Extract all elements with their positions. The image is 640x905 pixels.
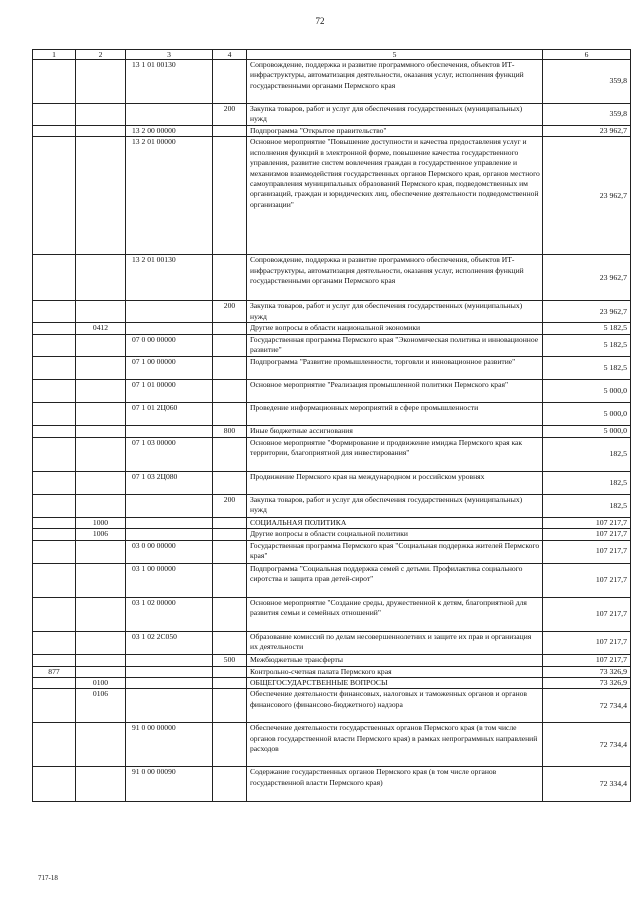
cell-c1 bbox=[33, 255, 76, 301]
table-row bbox=[33, 631, 631, 654]
cell-c1 bbox=[33, 678, 76, 689]
cell-c2 bbox=[76, 540, 126, 563]
cell-c3 bbox=[126, 517, 213, 528]
cell-c6: 5 000,0 bbox=[543, 402, 631, 425]
cell-c3 bbox=[126, 323, 213, 334]
cell-c6: 107 217,7 bbox=[543, 563, 631, 597]
cell-c3: 07 1 01 00000 bbox=[126, 379, 213, 402]
cell-c2: 1006 bbox=[76, 529, 126, 540]
cell-c4: 200 bbox=[213, 301, 247, 323]
header-col-6: 6 bbox=[543, 50, 631, 60]
cell-c5: Основное мероприятие "Реализация промышленной политики Пермского края" bbox=[247, 379, 543, 402]
cell-c1 bbox=[33, 437, 76, 471]
cell-c3: 03 1 02 00000 bbox=[126, 597, 213, 631]
cell-c3 bbox=[126, 529, 213, 540]
cell-c2 bbox=[76, 334, 126, 356]
cell-c1 bbox=[33, 334, 76, 356]
cell-c6: 72 734,4 bbox=[543, 723, 631, 767]
cell-c1 bbox=[33, 402, 76, 425]
cell-c4 bbox=[213, 356, 247, 379]
cell-c4 bbox=[213, 517, 247, 528]
cell-c5: СОЦИАЛЬНАЯ ПОЛИТИКА bbox=[247, 517, 543, 528]
table-row bbox=[33, 126, 631, 137]
cell-c6: 73 326,9 bbox=[543, 666, 631, 677]
cell-c6: 5 182,5 bbox=[543, 334, 631, 356]
cell-c5: Государственная программа Пермского края "Экономическая политика и инновационное развитие" bbox=[247, 334, 543, 356]
cell-c3 bbox=[126, 425, 213, 437]
cell-c6: 107 217,7 bbox=[543, 597, 631, 631]
cell-c5: Закупка товаров, работ и услуг для обеспечения государственных (муниципальных) нужд bbox=[247, 104, 543, 126]
cell-c4 bbox=[213, 678, 247, 689]
cell-c2 bbox=[76, 425, 126, 437]
cell-c1 bbox=[33, 471, 76, 494]
table-row bbox=[33, 654, 631, 666]
cell-c5: Продвижение Пермского края на международном и российском уровнях bbox=[247, 471, 543, 494]
cell-c4: 500 bbox=[213, 654, 247, 666]
cell-c4 bbox=[213, 666, 247, 677]
cell-c1 bbox=[33, 425, 76, 437]
table-row bbox=[33, 666, 631, 677]
cell-c1 bbox=[33, 323, 76, 334]
table-row bbox=[33, 323, 631, 334]
table-body bbox=[33, 60, 631, 802]
cell-c6: 72 334,4 bbox=[543, 767, 631, 802]
cell-c2 bbox=[76, 666, 126, 677]
cell-c6: 107 217,7 bbox=[543, 517, 631, 528]
cell-c2 bbox=[76, 654, 126, 666]
cell-c5: Подпрограмма "Открытое правительство" bbox=[247, 126, 543, 137]
cell-c4 bbox=[213, 767, 247, 802]
cell-c6: 182,5 bbox=[543, 437, 631, 471]
cell-c3 bbox=[126, 301, 213, 323]
cell-c3 bbox=[126, 678, 213, 689]
cell-c5: Подпрограмма "Развитие промышленности, торговли и инновационное развитие" bbox=[247, 356, 543, 379]
cell-c5: Государственная программа Пермского края "Социальная поддержка жителей Пермского края" bbox=[247, 540, 543, 563]
cell-c5: ОБЩЕГОСУДАРСТВЕННЫЕ ВОПРОСЫ bbox=[247, 678, 543, 689]
cell-c3: 07 0 00 00000 bbox=[126, 334, 213, 356]
budget-table bbox=[32, 49, 631, 802]
cell-c1 bbox=[33, 563, 76, 597]
cell-c5: Основное мероприятие "Создание среды, дружественной к детям, благоприятной для развития семьи и семейных отношений" bbox=[247, 597, 543, 631]
cell-c3: 03 0 00 00000 bbox=[126, 540, 213, 563]
cell-c1 bbox=[33, 529, 76, 540]
cell-c6: 5 000,0 bbox=[543, 425, 631, 437]
cell-c5: Основное мероприятие "Повышение доступности и качества предоставления услуг и исполнения функций в электронной форме, повышение качества государственного управления, развитие систем вовлечения граждан в государственное управление и механизмов взаимодействия государственных органов Пермского края, органов местного самоуправления муниципальных образований Пермского края, подведомственных им организаций, граждан и юридических лиц, обеспечение деятельности подведомственной организации" bbox=[247, 137, 543, 255]
cell-c5: Основное мероприятие "Формирование и продвижение имиджа Пермского края как территории, благоприятной для инвестирования" bbox=[247, 437, 543, 471]
cell-c5: Закупка товаров, работ и услуг для обеспечения государственных (муниципальных) нужд bbox=[247, 301, 543, 323]
cell-c4 bbox=[213, 471, 247, 494]
cell-c4: 200 bbox=[213, 494, 247, 517]
cell-c6: 23 962,7 bbox=[543, 137, 631, 255]
header-row bbox=[33, 50, 631, 60]
cell-c6: 359,8 bbox=[543, 60, 631, 104]
cell-c6: 73 326,9 bbox=[543, 678, 631, 689]
page-number: 72 bbox=[315, 16, 325, 26]
cell-c2 bbox=[76, 379, 126, 402]
cell-c3 bbox=[126, 654, 213, 666]
cell-c1 bbox=[33, 356, 76, 379]
cell-c4 bbox=[213, 379, 247, 402]
cell-c3: 07 1 03 2Ц080 bbox=[126, 471, 213, 494]
table-row bbox=[33, 540, 631, 563]
cell-c4 bbox=[213, 563, 247, 597]
cell-c2 bbox=[76, 255, 126, 301]
cell-c6: 23 962,7 bbox=[543, 301, 631, 323]
table-row bbox=[33, 255, 631, 301]
cell-c3 bbox=[126, 494, 213, 517]
cell-c6: 23 962,7 bbox=[543, 126, 631, 137]
cell-c6: 5 182,5 bbox=[543, 323, 631, 334]
cell-c5: Подпрограмма "Социальная поддержка семей с детьми. Профилактика социального сиротства и защита прав детей-сирот" bbox=[247, 563, 543, 597]
cell-c4 bbox=[213, 402, 247, 425]
cell-c5: Проведение информационных мероприятий в сфере промышленности bbox=[247, 402, 543, 425]
cell-c3: 13 2 00 00000 bbox=[126, 126, 213, 137]
cell-c4 bbox=[213, 540, 247, 563]
cell-c1 bbox=[33, 301, 76, 323]
table-row bbox=[33, 723, 631, 767]
cell-c4 bbox=[213, 60, 247, 104]
cell-c3 bbox=[126, 104, 213, 126]
cell-c4 bbox=[213, 437, 247, 471]
cell-c4 bbox=[213, 597, 247, 631]
cell-c4 bbox=[213, 323, 247, 334]
header-col-4: 4 bbox=[213, 50, 247, 60]
table-row bbox=[33, 689, 631, 723]
table-row bbox=[33, 137, 631, 255]
cell-c2 bbox=[76, 301, 126, 323]
cell-c1 bbox=[33, 631, 76, 654]
cell-c4: 800 bbox=[213, 425, 247, 437]
cell-c1 bbox=[33, 723, 76, 767]
cell-c3: 13 2 01 00000 bbox=[126, 137, 213, 255]
table-row bbox=[33, 767, 631, 802]
cell-c6: 107 217,7 bbox=[543, 529, 631, 540]
table-row bbox=[33, 334, 631, 356]
cell-c1 bbox=[33, 689, 76, 723]
cell-c1 bbox=[33, 104, 76, 126]
cell-c5: Другие вопросы в области социальной политики bbox=[247, 529, 543, 540]
cell-c2 bbox=[76, 437, 126, 471]
table-row bbox=[33, 494, 631, 517]
cell-c3: 13 2 01 00130 bbox=[126, 255, 213, 301]
header-col-2: 2 bbox=[76, 50, 126, 60]
table-row bbox=[33, 104, 631, 126]
cell-c3: 91 0 00 00000 bbox=[126, 723, 213, 767]
table-row bbox=[33, 60, 631, 104]
cell-c5: Другие вопросы в области национальной экономики bbox=[247, 323, 543, 334]
cell-c1 bbox=[33, 597, 76, 631]
cell-c2 bbox=[76, 767, 126, 802]
cell-c5: Образование комиссий по делам несовершеннолетних и защите их прав и организация их деятельности bbox=[247, 631, 543, 654]
cell-c5: Сопровождение, поддержка и развитие программного обеспечения, объектов ИТ-инфраструктуры, автоматизация деятельности, оказания услуг, исполнения функций государственными органами Пермского края bbox=[247, 255, 543, 301]
cell-c5: Закупка товаров, работ и услуг для обеспечения государственных (муниципальных) нужд bbox=[247, 494, 543, 517]
header-col-5: 5 bbox=[247, 50, 543, 60]
cell-c6: 359,8 bbox=[543, 104, 631, 126]
cell-c3: 07 1 03 00000 bbox=[126, 437, 213, 471]
cell-c1 bbox=[33, 517, 76, 528]
cell-c2 bbox=[76, 723, 126, 767]
table-row bbox=[33, 437, 631, 471]
cell-c2 bbox=[76, 471, 126, 494]
cell-c3 bbox=[126, 689, 213, 723]
cell-c4 bbox=[213, 255, 247, 301]
header-col-1: 1 bbox=[33, 50, 76, 60]
cell-c5: Межбюджетные трансферты bbox=[247, 654, 543, 666]
cell-c1 bbox=[33, 540, 76, 563]
cell-c4 bbox=[213, 529, 247, 540]
cell-c3: 91 0 00 00090 bbox=[126, 767, 213, 802]
table-row bbox=[33, 517, 631, 528]
cell-c2 bbox=[76, 494, 126, 517]
cell-c5: Содержание государственных органов Пермского края (в том числе органов государственной власти Пермского края) bbox=[247, 767, 543, 802]
header-col-3: 3 bbox=[126, 50, 213, 60]
table-row bbox=[33, 402, 631, 425]
cell-c2 bbox=[76, 104, 126, 126]
cell-c2 bbox=[76, 356, 126, 379]
cell-c1 bbox=[33, 767, 76, 802]
cell-c1: 877 bbox=[33, 666, 76, 677]
cell-c5: Контрольно-счетная палата Пермского края bbox=[247, 666, 543, 677]
cell-c4 bbox=[213, 137, 247, 255]
table-row bbox=[33, 301, 631, 323]
cell-c2 bbox=[76, 631, 126, 654]
table-row bbox=[33, 597, 631, 631]
cell-c5: Обеспечение деятельности государственных органов Пермского края (в том числе органов государственной власти Пермского края) в рамках непрограммных направлений расходов bbox=[247, 723, 543, 767]
cell-c4 bbox=[213, 126, 247, 137]
cell-c3: 07 1 00 00000 bbox=[126, 356, 213, 379]
table-row bbox=[33, 563, 631, 597]
table-row bbox=[33, 379, 631, 402]
cell-c4 bbox=[213, 631, 247, 654]
cell-c3 bbox=[126, 666, 213, 677]
cell-c1 bbox=[33, 494, 76, 517]
cell-c1 bbox=[33, 126, 76, 137]
cell-c5: Обеспечение деятельности финансовых, налоговых и таможенных органов и органов финансового (финансово-бюджетного) надзора bbox=[247, 689, 543, 723]
cell-c6: 182,5 bbox=[543, 494, 631, 517]
cell-c6: 72 734,4 bbox=[543, 689, 631, 723]
cell-c6: 107 217,7 bbox=[543, 654, 631, 666]
cell-c4 bbox=[213, 334, 247, 356]
cell-c5: Сопровождение, поддержка и развитие программного обеспечения, объектов ИТ-инфраструктуры, автоматизация деятельности, оказания услуг, исполнения функций государственными органами Пермского края bbox=[247, 60, 543, 104]
cell-c2: 0412 bbox=[76, 323, 126, 334]
cell-c4 bbox=[213, 723, 247, 767]
cell-c6: 107 217,7 bbox=[543, 540, 631, 563]
cell-c6: 5 182,5 bbox=[543, 356, 631, 379]
cell-c6: 107 217,7 bbox=[543, 631, 631, 654]
cell-c2 bbox=[76, 137, 126, 255]
cell-c2: 1000 bbox=[76, 517, 126, 528]
cell-c6: 5 000,0 bbox=[543, 379, 631, 402]
footer-code: 717-18 bbox=[38, 874, 58, 882]
table-row bbox=[33, 529, 631, 540]
cell-c6: 23 962,7 bbox=[543, 255, 631, 301]
table-row bbox=[33, 356, 631, 379]
cell-c1 bbox=[33, 654, 76, 666]
cell-c2 bbox=[76, 60, 126, 104]
cell-c4 bbox=[213, 689, 247, 723]
cell-c2: 0100 bbox=[76, 678, 126, 689]
cell-c5: Иные бюджетные ассигнования bbox=[247, 425, 543, 437]
cell-c1 bbox=[33, 379, 76, 402]
cell-c3: 03 1 02 2С050 bbox=[126, 631, 213, 654]
cell-c2 bbox=[76, 563, 126, 597]
cell-c2 bbox=[76, 126, 126, 137]
cell-c3: 13 1 01 00130 bbox=[126, 60, 213, 104]
table-row bbox=[33, 471, 631, 494]
cell-c1 bbox=[33, 60, 76, 104]
table-row bbox=[33, 678, 631, 689]
cell-c2 bbox=[76, 402, 126, 425]
cell-c1 bbox=[33, 137, 76, 255]
cell-c2 bbox=[76, 597, 126, 631]
cell-c4: 200 bbox=[213, 104, 247, 126]
cell-c3: 03 1 00 00000 bbox=[126, 563, 213, 597]
cell-c2: 0106 bbox=[76, 689, 126, 723]
table-row bbox=[33, 425, 631, 437]
cell-c3: 07 1 01 2Ц060 bbox=[126, 402, 213, 425]
cell-c6: 182,5 bbox=[543, 471, 631, 494]
